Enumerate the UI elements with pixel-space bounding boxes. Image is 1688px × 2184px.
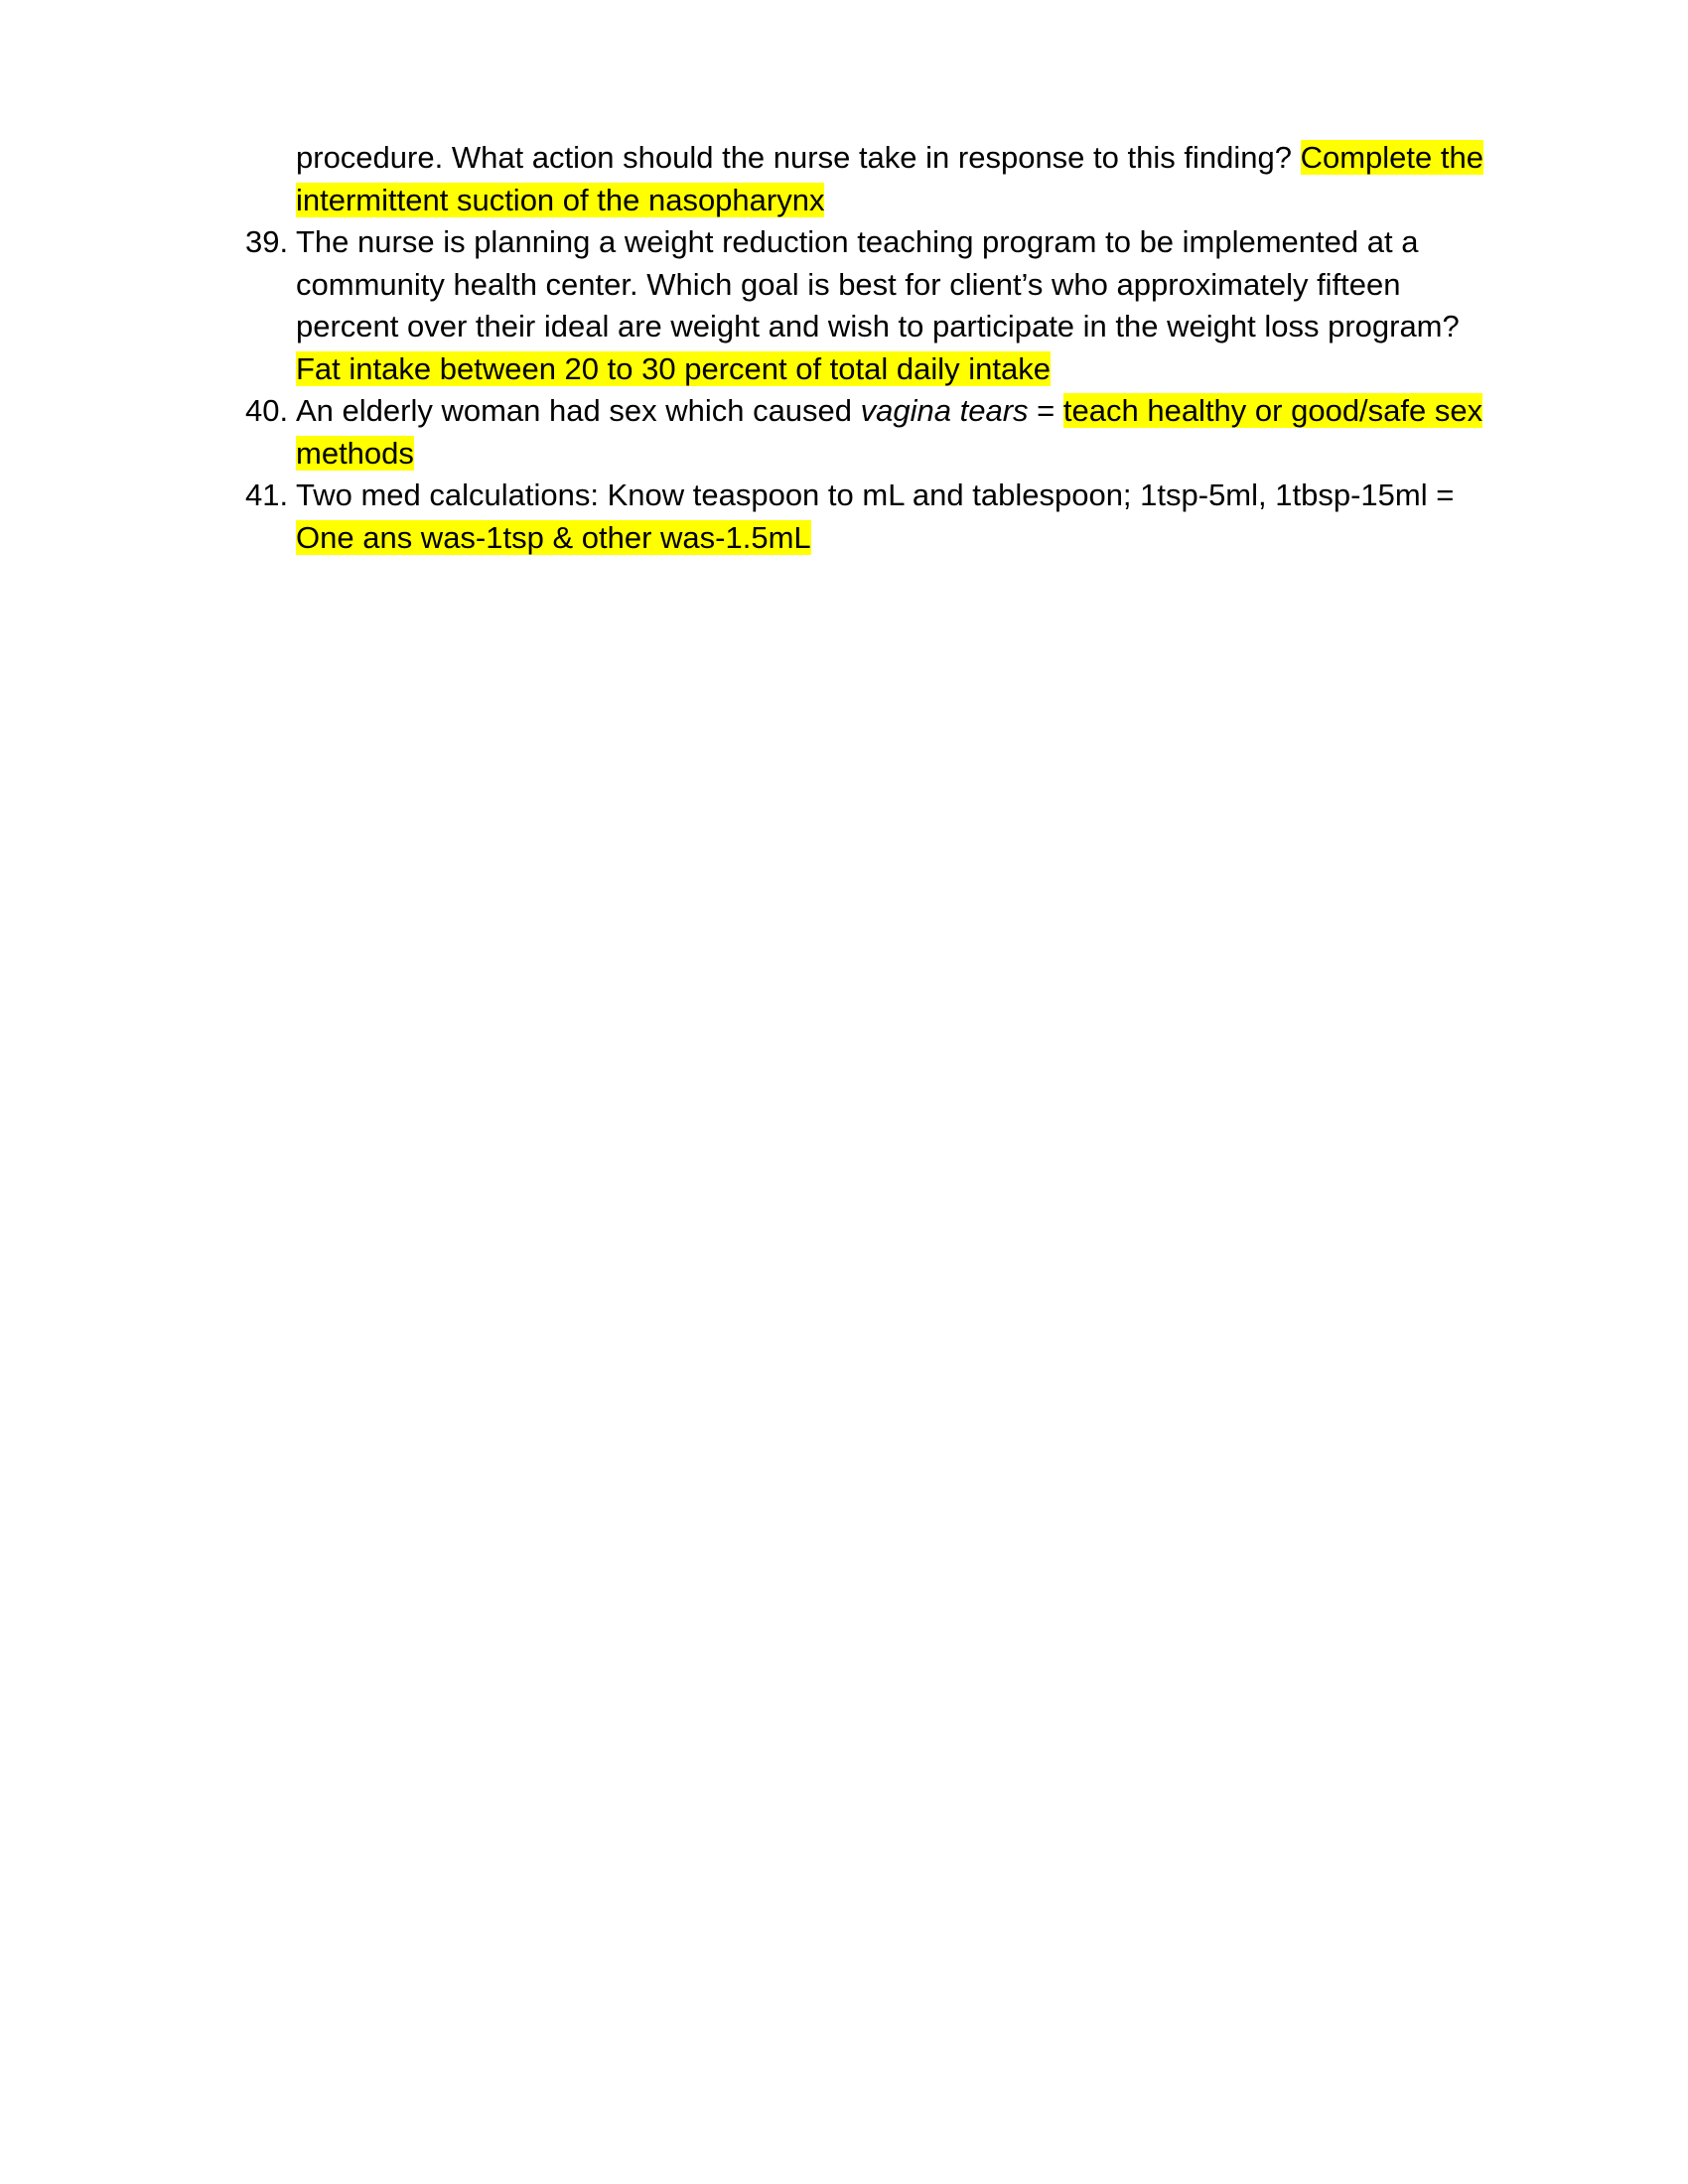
question-number: 40. — [245, 393, 289, 428]
question-italic-text: vagina tears — [860, 393, 1029, 428]
question-number: 41. — [245, 478, 289, 512]
question-list — [245, 221, 1487, 559]
continuation-answer-highlight: Complete the intermittent suction of the nasopharynx — [296, 140, 1483, 217]
question-text: The nurse is planning a weight reduction teaching program to be implemented at a community health center. Which goal is best for client’s who approximately fifteen percent over their ideal are weight and wish to participate in the weight loss program? — [296, 224, 1460, 343]
continuation-text: procedure. What action should the nurse take in response to this finding? — [296, 140, 1301, 175]
answer-highlight: Fat intake between 20 to 30 percent of total daily intake — [296, 350, 1051, 386]
question-number: 39. — [245, 224, 289, 259]
answer-highlight: teach healthy or good/safe sex methods — [296, 393, 1483, 471]
answer-highlight: One ans was-1tsp & other was-1.5mL — [296, 519, 811, 555]
question-text: An elderly woman had sex which caused — [296, 393, 861, 428]
continuation-paragraph — [296, 137, 1487, 221]
question-text: Two med calculations: Know teaspoon to mL and tablespoon; 1tsp-5ml, 1tbsp-15ml = — [296, 478, 1455, 512]
question-item-40 — [245, 390, 1487, 475]
document-body — [245, 137, 1487, 559]
question-text-equals: = — [1028, 393, 1063, 428]
question-item-41 — [245, 475, 1487, 559]
question-item-39 — [245, 221, 1487, 390]
